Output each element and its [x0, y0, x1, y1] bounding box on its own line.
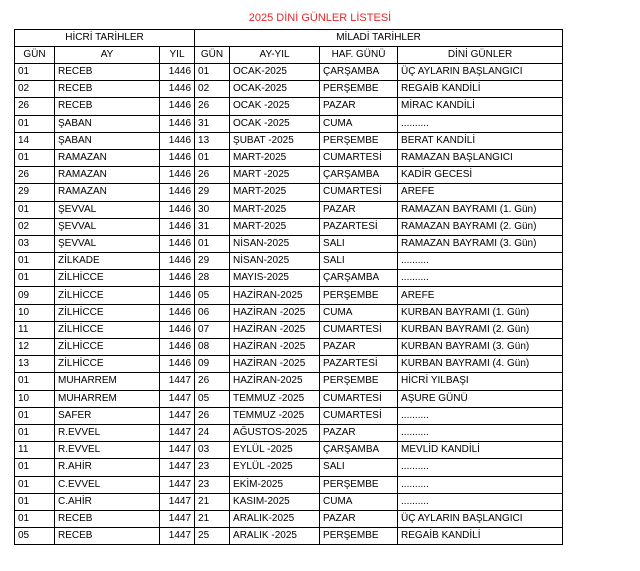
religious-day-cell: ÜÇ AYLARIN BAŞLANGICI [398, 510, 563, 527]
hijri-day-cell: 01 [15, 510, 55, 527]
hijri-day-cell: 26 [15, 167, 55, 184]
religious-day-cell: KURBAN BAYRAMI (1. Gün) [398, 304, 563, 321]
hijri-day-cell: 01 [15, 115, 55, 132]
hijri-year-cell: 1446 [160, 304, 195, 321]
hijri-year-cell: 1447 [160, 476, 195, 493]
table-row [15, 304, 563, 321]
page-title: 2025 DİNİ GÜNLER LİSTESİ [248, 12, 392, 24]
month-year-cell: TEMMUZ -2025 [230, 407, 320, 424]
hijri-month-cell: ZİLHİCCE [55, 339, 160, 356]
month-year-cell: MART-2025 [230, 218, 320, 235]
table-row [15, 235, 563, 252]
hijri-year-cell: 1447 [160, 390, 195, 407]
month-year-cell: ARALIK -2025 [230, 528, 320, 545]
gregorian-day-cell: 30 [195, 201, 230, 218]
weekday-cell: PERŞEMBE [320, 132, 398, 149]
hijri-year-cell: 1447 [160, 528, 195, 545]
religious-day-cell: .......... [398, 476, 563, 493]
hijri-year-cell: 1446 [160, 201, 195, 218]
hijri-day-cell: 13 [15, 356, 55, 373]
hijri-month-cell: ŞEVVAL [55, 201, 160, 218]
weekday-cell: CUMA [320, 304, 398, 321]
gregorian-day-cell: 06 [195, 304, 230, 321]
table-row [15, 184, 563, 201]
religious-day-cell: .......... [398, 270, 563, 287]
weekday-cell: SALI [320, 235, 398, 252]
hijri-day-cell: 26 [15, 98, 55, 115]
gregorian-day-cell: 26 [195, 407, 230, 424]
table-row [15, 81, 563, 98]
hijri-year-cell: 1446 [160, 149, 195, 166]
gregorian-day-cell: 31 [195, 218, 230, 235]
table-row [15, 64, 563, 81]
hijri-day-cell: 14 [15, 132, 55, 149]
gregorian-day-cell: 24 [195, 424, 230, 441]
month-year-cell: OCAK -2025 [230, 115, 320, 132]
religious-day-cell: .......... [398, 493, 563, 510]
hijri-day-cell: 12 [15, 339, 55, 356]
table-row [15, 459, 563, 476]
hijri-day-cell: 29 [15, 184, 55, 201]
hijri-year-cell: 1447 [160, 442, 195, 459]
hijri-year-cell: 1447 [160, 493, 195, 510]
religious-day-cell: AREFE [398, 184, 563, 201]
column-header-month-year: AY-YIL [230, 47, 320, 64]
hijri-year-cell: 1446 [160, 167, 195, 184]
religious-day-cell: .......... [398, 115, 563, 132]
hijri-year-cell: 1446 [160, 184, 195, 201]
hijri-year-cell: 1446 [160, 321, 195, 338]
hijri-day-cell: 02 [15, 218, 55, 235]
gregorian-day-cell: 08 [195, 339, 230, 356]
table-row [15, 424, 563, 441]
hijri-day-cell: 01 [15, 253, 55, 270]
table-row [15, 321, 563, 338]
table-row [15, 270, 563, 287]
weekday-cell: SALI [320, 253, 398, 270]
hijri-month-cell: C.AHİR [55, 493, 160, 510]
hijri-month-cell: R.EVVEL [55, 424, 160, 441]
gregorian-day-cell: 25 [195, 528, 230, 545]
month-year-cell: HAZİRAN -2025 [230, 304, 320, 321]
hijri-year-cell: 1446 [160, 270, 195, 287]
gregorian-day-cell: 23 [195, 476, 230, 493]
religious-day-cell: KADİR GECESİ [398, 167, 563, 184]
weekday-cell: PERŞEMBE [320, 373, 398, 390]
hijri-day-cell: 11 [15, 321, 55, 338]
hijri-day-cell: 01 [15, 407, 55, 424]
hijri-day-cell: 01 [15, 149, 55, 166]
month-year-cell: EYLÜL -2025 [230, 442, 320, 459]
gregorian-day-cell: 29 [195, 253, 230, 270]
table-row [15, 442, 563, 459]
gregorian-day-cell: 21 [195, 510, 230, 527]
gregorian-day-cell: 26 [195, 98, 230, 115]
month-year-cell: NİSAN-2025 [230, 235, 320, 252]
hijri-month-cell: RAMAZAN [55, 184, 160, 201]
table-row [15, 201, 563, 218]
gregorian-day-cell: 13 [195, 132, 230, 149]
hijri-year-cell: 1447 [160, 373, 195, 390]
hijri-day-cell: 01 [15, 64, 55, 81]
weekday-cell: PERŞEMBE [320, 528, 398, 545]
hijri-day-cell: 11 [15, 442, 55, 459]
hijri-day-cell: 09 [15, 287, 55, 304]
weekday-cell: CUMARTESİ [320, 149, 398, 166]
month-year-cell: ŞUBAT -2025 [230, 132, 320, 149]
gregorian-day-cell: 01 [195, 235, 230, 252]
table-row [15, 287, 563, 304]
month-year-cell: EKİM-2025 [230, 476, 320, 493]
hijri-month-cell: R.EVVEL [55, 442, 160, 459]
month-year-cell: HAZİRAN -2025 [230, 356, 320, 373]
gregorian-day-cell: 01 [195, 64, 230, 81]
gregorian-dates-header: MİLADİ TARİHLER [195, 30, 563, 47]
weekday-cell: PERŞEMBE [320, 476, 398, 493]
hijri-day-cell: 01 [15, 493, 55, 510]
month-year-cell: TEMMUZ -2025 [230, 390, 320, 407]
gregorian-day-cell: 02 [195, 81, 230, 98]
gregorian-day-cell: 23 [195, 459, 230, 476]
weekday-cell: ÇARŞAMBA [320, 442, 398, 459]
column-header-weekday: HAF. GÜNÜ [320, 47, 398, 64]
religious-day-cell: RAMAZAN BAŞLANGICI [398, 149, 563, 166]
hijri-year-cell: 1446 [160, 98, 195, 115]
month-year-cell: EYLÜL -2025 [230, 459, 320, 476]
religious-day-cell: BERAT KANDİLİ [398, 132, 563, 149]
hijri-month-cell: RECEB [55, 528, 160, 545]
column-header-gregorian-day: GÜN [195, 47, 230, 64]
religious-day-cell: KURBAN BAYRAMI (3. Gün) [398, 339, 563, 356]
table-row [15, 218, 563, 235]
month-year-cell: MART-2025 [230, 201, 320, 218]
month-year-cell: MAYIS-2025 [230, 270, 320, 287]
group-header-row [15, 30, 563, 47]
hijri-month-cell: RECEB [55, 98, 160, 115]
gregorian-day-cell: 05 [195, 390, 230, 407]
hijri-day-cell: 05 [15, 528, 55, 545]
hijri-month-cell: ZİLHİCCE [55, 304, 160, 321]
month-year-cell: KASIM-2025 [230, 493, 320, 510]
month-year-cell: OCAK-2025 [230, 81, 320, 98]
hijri-day-cell: 01 [15, 373, 55, 390]
hijri-year-cell: 1447 [160, 424, 195, 441]
column-header-row [15, 47, 563, 64]
hijri-month-cell: RAMAZAN [55, 167, 160, 184]
religious-day-cell: AŞURE GÜNÜ [398, 390, 563, 407]
column-header-hijri-year: YIL [160, 47, 195, 64]
month-year-cell: HAZİRAN-2025 [230, 287, 320, 304]
weekday-cell: CUMARTESİ [320, 390, 398, 407]
hijri-year-cell: 1446 [160, 64, 195, 81]
hijri-year-cell: 1447 [160, 459, 195, 476]
weekday-cell: ÇARŞAMBA [320, 270, 398, 287]
weekday-cell: PAZARTESİ [320, 356, 398, 373]
hijri-month-cell: RECEB [55, 510, 160, 527]
religious-day-cell: MİRAC KANDİLİ [398, 98, 563, 115]
hijri-day-cell: 03 [15, 235, 55, 252]
gregorian-day-cell: 26 [195, 373, 230, 390]
hijri-month-cell: ŞEVVAL [55, 235, 160, 252]
weekday-cell: CUMA [320, 493, 398, 510]
table-row [15, 132, 563, 149]
table-row [15, 528, 563, 545]
month-year-cell: HAZİRAN-2025 [230, 373, 320, 390]
gregorian-day-cell: 05 [195, 287, 230, 304]
hijri-day-cell: 01 [15, 459, 55, 476]
weekday-cell: PAZAR [320, 424, 398, 441]
hijri-dates-header: HİCRİ TARİHLER [15, 30, 195, 47]
month-year-cell: HAZİRAN -2025 [230, 321, 320, 338]
weekday-cell: SALI [320, 459, 398, 476]
gregorian-day-cell: 29 [195, 184, 230, 201]
hijri-day-cell: 02 [15, 81, 55, 98]
gregorian-day-cell: 31 [195, 115, 230, 132]
gregorian-day-cell: 01 [195, 149, 230, 166]
weekday-cell: PERŞEMBE [320, 287, 398, 304]
weekday-cell: PAZARTESİ [320, 218, 398, 235]
hijri-year-cell: 1446 [160, 356, 195, 373]
gregorian-day-cell: 03 [195, 442, 230, 459]
hijri-month-cell: RECEB [55, 64, 160, 81]
hijri-month-cell: ZİLHİCCE [55, 356, 160, 373]
column-header-hijri-day: GÜN [15, 47, 55, 64]
religious-day-cell: .......... [398, 424, 563, 441]
weekday-cell: PERŞEMBE [320, 81, 398, 98]
table-row [15, 98, 563, 115]
religious-day-cell: HİCRİ YILBAŞI [398, 373, 563, 390]
religious-day-cell: RAMAZAN BAYRAMI (2. Gün) [398, 218, 563, 235]
column-header-religious-day: DİNİ GÜNLER [398, 47, 563, 64]
religious-day-cell: .......... [398, 407, 563, 424]
hijri-month-cell: RECEB [55, 81, 160, 98]
religious-day-cell: ÜÇ AYLARIN BAŞLANGICI [398, 64, 563, 81]
table-row [15, 115, 563, 132]
table-row [15, 476, 563, 493]
hijri-month-cell: MUHARREM [55, 390, 160, 407]
hijri-day-cell: 10 [15, 304, 55, 321]
hijri-year-cell: 1446 [160, 253, 195, 270]
table-row [15, 390, 563, 407]
month-year-cell: NİSAN-2025 [230, 253, 320, 270]
table-row [15, 167, 563, 184]
hijri-day-cell: 01 [15, 270, 55, 287]
gregorian-day-cell: 26 [195, 167, 230, 184]
gregorian-day-cell: 07 [195, 321, 230, 338]
gregorian-day-cell: 21 [195, 493, 230, 510]
table-row [15, 356, 563, 373]
hijri-day-cell: 01 [15, 476, 55, 493]
hijri-month-cell: C.EVVEL [55, 476, 160, 493]
table-row [15, 253, 563, 270]
hijri-year-cell: 1446 [160, 132, 195, 149]
hijri-month-cell: SAFER [55, 407, 160, 424]
gregorian-day-cell: 09 [195, 356, 230, 373]
weekday-cell: CUMA [320, 115, 398, 132]
hijri-month-cell: RAMAZAN [55, 149, 160, 166]
hijri-month-cell: ZİLHİCCE [55, 321, 160, 338]
hijri-year-cell: 1446 [160, 218, 195, 235]
religious-day-cell: RAMAZAN BAYRAMI (1. Gün) [398, 201, 563, 218]
hijri-year-cell: 1447 [160, 407, 195, 424]
weekday-cell: PAZAR [320, 98, 398, 115]
religious-day-cell: REGAİB KANDİLİ [398, 528, 563, 545]
religious-day-cell: .......... [398, 459, 563, 476]
weekday-cell: PAZAR [320, 201, 398, 218]
weekday-cell: PAZAR [320, 510, 398, 527]
hijri-month-cell: ŞABAN [55, 115, 160, 132]
month-year-cell: MART-2025 [230, 149, 320, 166]
hijri-year-cell: 1447 [160, 510, 195, 527]
religious-day-cell: RAMAZAN BAYRAMI (3. Gün) [398, 235, 563, 252]
weekday-cell: CUMARTESİ [320, 321, 398, 338]
hijri-month-cell: ZİLHİCCE [55, 287, 160, 304]
religious-day-cell: AREFE [398, 287, 563, 304]
religious-day-cell: .......... [398, 253, 563, 270]
hijri-year-cell: 1446 [160, 81, 195, 98]
hijri-day-cell: 01 [15, 201, 55, 218]
weekday-cell: CUMARTESİ [320, 407, 398, 424]
religious-day-cell: REGAİB KANDİLİ [398, 81, 563, 98]
hijri-month-cell: ŞABAN [55, 132, 160, 149]
religious-day-cell: KURBAN BAYRAMI (4. Gün) [398, 356, 563, 373]
month-year-cell: MART-2025 [230, 184, 320, 201]
weekday-cell: ÇARŞAMBA [320, 64, 398, 81]
hijri-month-cell: R.AHİR [55, 459, 160, 476]
hijri-day-cell: 10 [15, 390, 55, 407]
hijri-month-cell: MUHARREM [55, 373, 160, 390]
weekday-cell: CUMARTESİ [320, 184, 398, 201]
hijri-month-cell: ZİLHİCCE [55, 270, 160, 287]
hijri-year-cell: 1446 [160, 339, 195, 356]
month-year-cell: OCAK -2025 [230, 98, 320, 115]
religious-day-cell: MEVLİD KANDİLİ [398, 442, 563, 459]
table-row [15, 510, 563, 527]
column-header-hijri-month: AY [55, 47, 160, 64]
table-row [15, 407, 563, 424]
hijri-year-cell: 1446 [160, 235, 195, 252]
weekday-cell: ÇARŞAMBA [320, 167, 398, 184]
table-row [15, 373, 563, 390]
table-row [15, 149, 563, 166]
month-year-cell: OCAK-2025 [230, 64, 320, 81]
hijri-day-cell: 01 [15, 424, 55, 441]
hijri-year-cell: 1446 [160, 287, 195, 304]
month-year-cell: ARALIK-2025 [230, 510, 320, 527]
month-year-cell: HAZİRAN -2025 [230, 339, 320, 356]
hijri-year-cell: 1446 [160, 115, 195, 132]
month-year-cell: MART -2025 [230, 167, 320, 184]
table-row [15, 493, 563, 510]
weekday-cell: PAZAR [320, 339, 398, 356]
hijri-month-cell: ZİLKADE [55, 253, 160, 270]
month-year-cell: AĞUSTOS-2025 [230, 424, 320, 441]
religious-days-table [14, 29, 563, 545]
hijri-month-cell: ŞEVVAL [55, 218, 160, 235]
table-row [15, 339, 563, 356]
religious-day-cell: KURBAN BAYRAMI (2. Gün) [398, 321, 563, 338]
gregorian-day-cell: 28 [195, 270, 230, 287]
